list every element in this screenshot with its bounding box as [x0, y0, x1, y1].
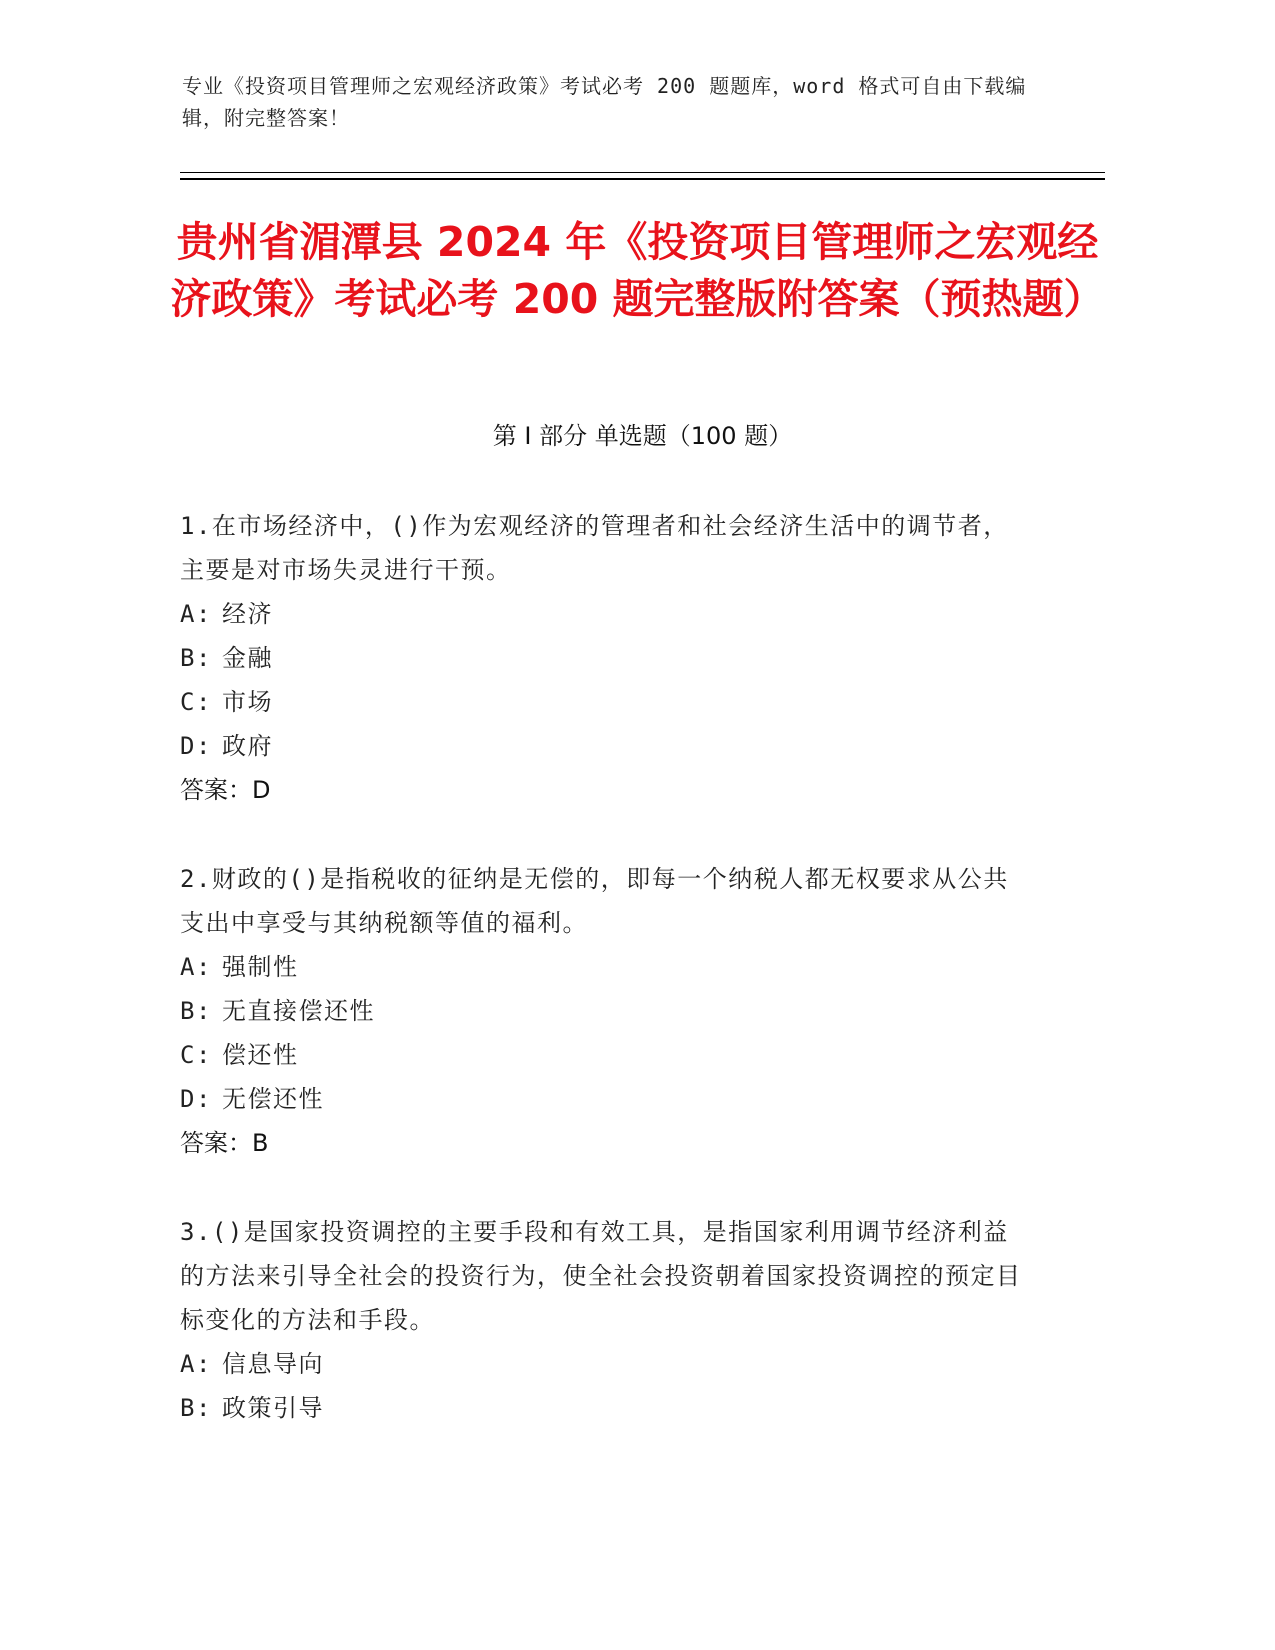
option-text: 无偿还性	[222, 1085, 324, 1113]
option-text: 政府	[222, 732, 273, 760]
option-a	[180, 945, 1030, 989]
option-text: 强制性	[222, 953, 299, 981]
option-text: 政策引导	[222, 1394, 324, 1422]
option-text: 信息导向	[222, 1350, 324, 1378]
question-text: 2.财政的()是指税收的征纳是无偿的，即每一个纳税人都无权要求从公共支出中享受与其纳税额等值的福利。	[180, 865, 1009, 937]
option-key: C:	[180, 1041, 212, 1069]
option-key: A:	[180, 953, 212, 981]
question-text: 1.在市场经济中，()作为宏观经济的管理者和社会经济生活中的调节者，主要是对市场失灵进行干预。	[180, 512, 1009, 584]
option-a	[180, 1342, 1030, 1386]
header-note: 专业《投资项目管理师之宏观经济政策》考试必考 200 题题库，word 格式可自由下载编辑，附完整答案！	[182, 74, 1027, 130]
option-key: A:	[180, 600, 212, 628]
option-b	[180, 989, 1030, 1033]
question-1	[180, 504, 1030, 812]
option-key: A:	[180, 1350, 212, 1378]
option-key: D:	[180, 1085, 212, 1113]
option-text: 市场	[222, 688, 273, 716]
option-d	[180, 724, 1030, 768]
option-b	[180, 1386, 1030, 1430]
option-text: 金融	[222, 644, 273, 672]
section-title: 第 I 部分 单选题（100 题）	[492, 422, 793, 450]
question-2	[180, 857, 1030, 1165]
option-d	[180, 1077, 1030, 1121]
question-text: 3.()是国家投资调控的主要手段和有效工具，是指国家利用调节经济利益的方法来引导全社会的投资行为，使全社会投资朝着国家投资调控的预定目标变化的方法和手段。	[180, 1218, 1022, 1334]
option-key: B:	[180, 644, 212, 672]
document-title: 贵州省湄潭县 2024 年《投资项目管理师之宏观经济政策》考试必考 200 题完整版附答案（预热题）	[170, 218, 1105, 323]
question-list	[180, 504, 1030, 1475]
option-text: 经济	[222, 600, 273, 628]
option-c	[180, 680, 1030, 724]
option-key: B:	[180, 997, 212, 1025]
option-a	[180, 592, 1030, 636]
option-b	[180, 636, 1030, 680]
option-key: D:	[180, 732, 212, 760]
option-key: C:	[180, 688, 212, 716]
header-divider-thick	[180, 178, 1105, 180]
option-c	[180, 1033, 1030, 1077]
question-3	[180, 1210, 1030, 1430]
answer: 答案：D	[180, 776, 271, 804]
header-divider-thin	[180, 172, 1105, 173]
option-key: B:	[180, 1394, 212, 1422]
option-text: 偿还性	[222, 1041, 299, 1069]
answer: 答案：B	[180, 1129, 269, 1157]
option-text: 无直接偿还性	[222, 997, 375, 1025]
